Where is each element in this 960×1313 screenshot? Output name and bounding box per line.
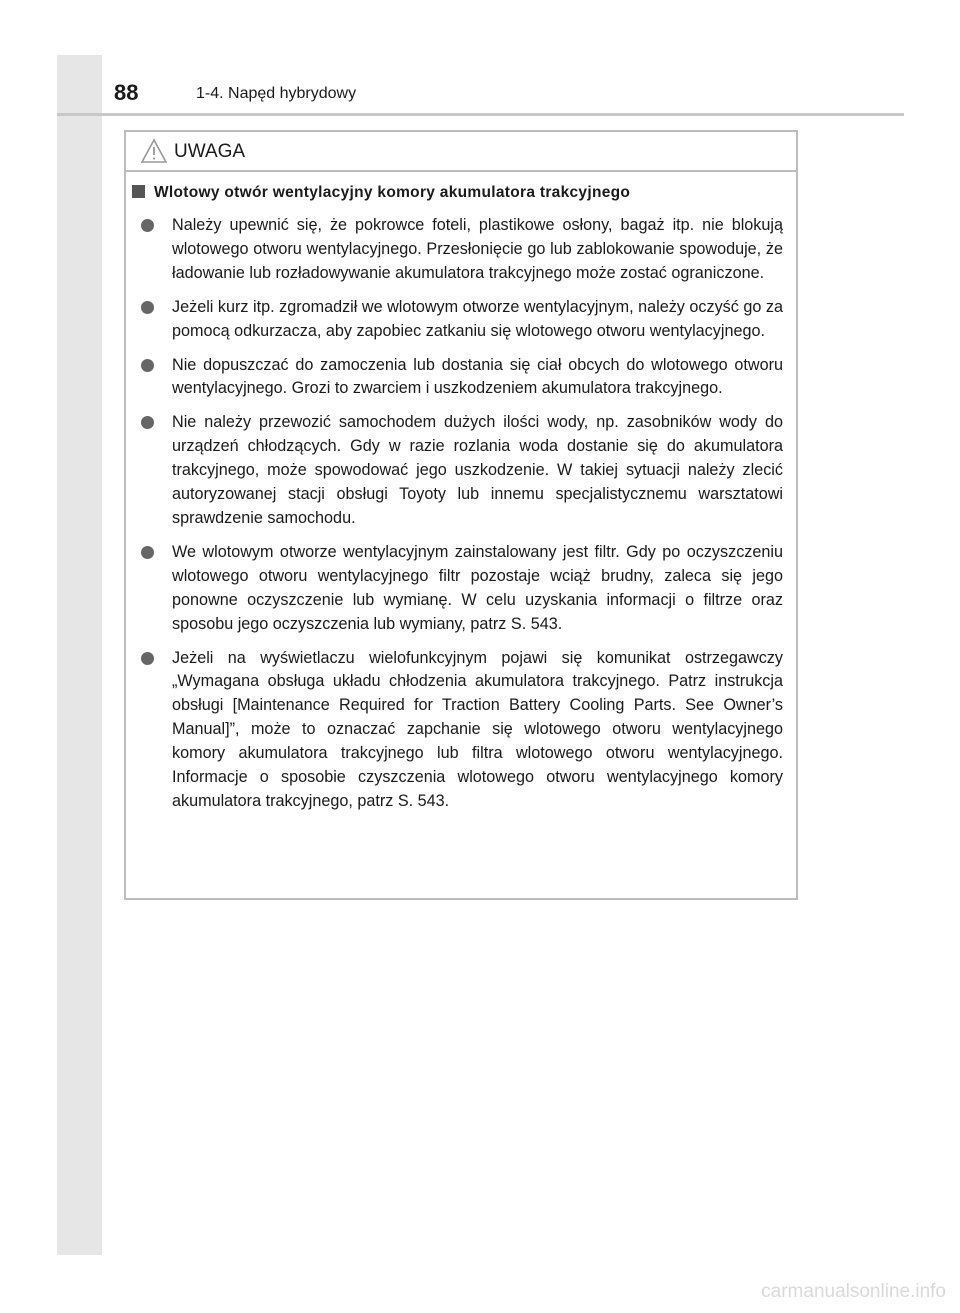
warning-box — [124, 130, 798, 900]
page-side-strip — [57, 55, 102, 1255]
list-item-text: We wlotowym otworze wentylacyjnym zainstalowany jest filtr. Gdy po oczyszczeniu wlotowego otworu wentylacyjnego filtr pozostaje wciąż brudny, zaleca się jego ponowne oczyszczenie lub wymianę. W celu uzyskania informacji o filtrze oraz sposobu jego oczyszczenia lub wymiany, patrz S. 543. — [172, 542, 783, 633]
bullet-dot-icon — [141, 301, 154, 314]
bullet-dot-icon — [141, 546, 154, 559]
chapter-title: 1-4. Napęd hybrydowy — [196, 85, 357, 102]
list-item — [140, 214, 783, 286]
list-item-text: Jeżeli kurz itp. zgromadził we wlotowym otworze wentylacyjnym, należy oczyść go za pomocą odkurzacza, aby zapobiec zatkaniu się wlotowego otworu wentylacyjnego. — [172, 297, 783, 340]
list-item — [140, 541, 783, 637]
page-number: 88 — [114, 80, 139, 105]
list-item — [140, 411, 783, 531]
section-title — [132, 184, 782, 202]
header-divider — [57, 113, 904, 116]
bullet-dot-icon — [141, 219, 154, 232]
bullet-dot-icon — [141, 416, 154, 429]
bullet-dot-icon — [141, 652, 154, 665]
watermark: carmanualsonline.info — [761, 1281, 946, 1302]
list-item-text: Nie należy przewozić samochodem dużych ilości wody, np. zasobników wody do urządzeń chłodzących. Gdy w razie rozlania woda dostanie się do akumulatora trakcyjnego, może spowodować jego uszkodzenie. W takiej sytuacji należy zlecić autoryzowanej stacji obsługi Toyoty lub innemu specjalistycznemu warsztatowi sprawdzenie samochodu. — [172, 413, 783, 527]
list-item-text: Nie dopuszczać do zamoczenia lub dostania się ciał obcych do wlotowego otworu wentylacyjnego. Grozi to zwarciem i uszkodzeniem akumulatora trakcyjnego. — [172, 355, 783, 398]
warning-label: UWAGA — [174, 141, 246, 162]
warning-triangle-icon — [140, 138, 168, 164]
warning-header — [126, 132, 796, 172]
list-item — [140, 354, 783, 402]
bullet-dot-icon — [141, 359, 154, 372]
section-title-text: Wlotowy otwór wentylacyjny komory akumulatora trakcyjnego — [154, 184, 631, 201]
list-item-text: Jeżeli na wyświetlaczu wielofunkcyjnym pojawi się komunikat ostrzegawczy „Wymagana obsługa układu chłodzenia akumulatora trakcyjnego. Patrz instrukcja obsługi [Maintenance Required for Traction Battery Cooling Parts. See Owner’s Manual]”, może to oznaczać zapchanie się wlotowego otworu wentylacyjnego komory akumulatora trakcyjnego lub filtra wlotowego otworu wentylacyjnego. Informacje o sposobie czyszczenia wlotowego otworu wentylacyjnego komory akumulatora trakcyjnego, patrz S. 543. — [172, 648, 783, 810]
list-item-text: Należy upewnić się, że pokrowce foteli, plastikowe osłony, bagaż itp. nie blokują wlotowego otworu wentylacyjnego. Przesłonięcie go lub zablokowanie spowoduje, że ładowanie lub rozładowywanie akumulatora trakcyjnego może zostać ograniczone. — [172, 216, 783, 282]
warning-list — [140, 214, 783, 824]
list-item — [140, 647, 783, 814]
list-item — [140, 296, 783, 344]
square-bullet-icon — [132, 185, 145, 198]
